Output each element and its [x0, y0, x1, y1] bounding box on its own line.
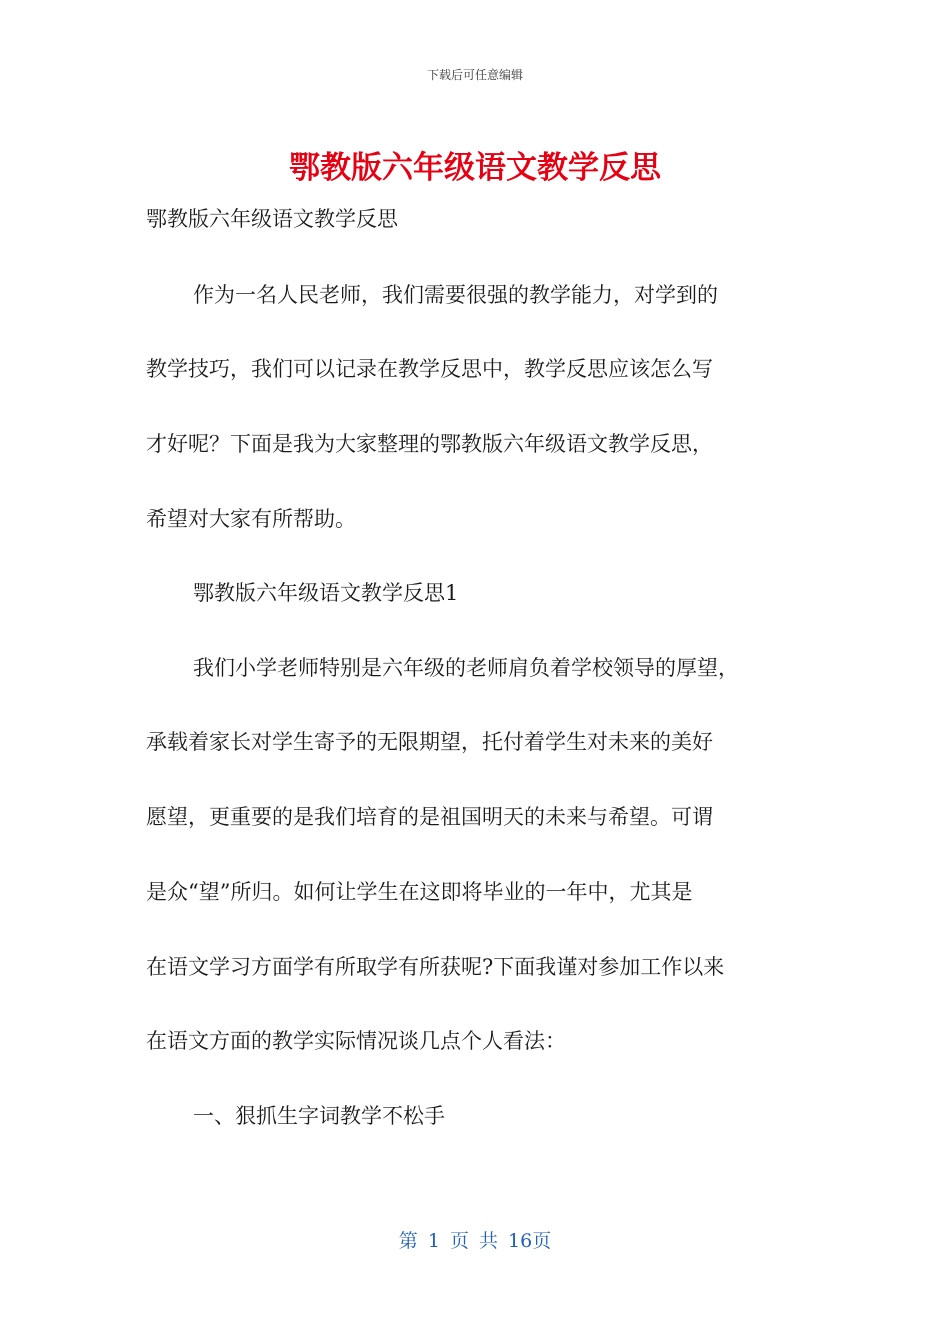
- header-note: 下载后可任意编辑: [426, 68, 523, 82]
- page-number-footer: 第 1 页 共 16页: [398, 1230, 552, 1252]
- body-line: 在语文学习方面学有所取学有所获呢?下面我谨对参加工作以来: [146, 955, 725, 979]
- body-line: 希望对大家有所帮助。: [146, 507, 356, 531]
- section-heading: 鄂教版六年级语文教学反思1: [193, 581, 459, 605]
- body-line: 愿望，更重要的是我们培育的是祖国明天的未来与希望。可谓: [146, 805, 713, 829]
- body-line: 承载着家长对学生寄予的无限期望，托付着学生对未来的美好: [146, 730, 713, 754]
- body-line: 作为一名人民老师，我们需要很强的教学能力，对学到的: [193, 283, 718, 307]
- body-line: 才好呢？下面是我为大家整理的鄂教版六年级语文教学反思，: [146, 432, 713, 456]
- body-line: 我们小学老师特别是六年级的老师肩负着学校领导的厚望，: [193, 656, 739, 680]
- body-line: 是众“望”所归。如何让学生在这即将毕业的一年中，尤其是: [146, 880, 693, 904]
- subtitle-line: 鄂教版六年级语文教学反思: [146, 207, 398, 231]
- document-title: 鄂教版六年级语文教学反思: [289, 150, 661, 186]
- subsection-heading: 一、狠抓生字词教学不松手: [193, 1104, 445, 1128]
- body-line: 在语文方面的教学实际情况谈几点个人看法：: [146, 1029, 566, 1053]
- body-line: 教学技巧，我们可以记录在教学反思中，教学反思应该怎么写: [146, 357, 713, 381]
